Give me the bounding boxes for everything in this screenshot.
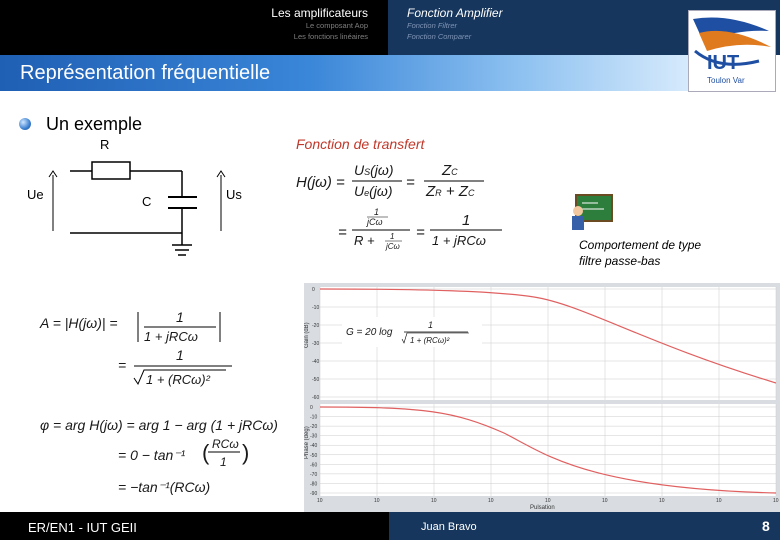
label-us: Us	[226, 187, 242, 202]
header-right-title: Fonction Amplifier	[407, 6, 503, 20]
comport-line1: Comportement de type	[579, 238, 702, 252]
phase-tick-label: -40	[310, 443, 318, 450]
svg-text:=: =	[118, 357, 127, 373]
phase-tick-label: -80	[310, 481, 318, 488]
phase-tick-label: 0	[310, 405, 313, 411]
header-left	[271, 6, 368, 42]
label-c: C	[142, 194, 152, 209]
svg-text:1: 1	[176, 347, 184, 363]
slide-title: Représentation fréquentielle	[20, 62, 271, 84]
phase-tick-label: -20	[310, 424, 318, 431]
gain-tick-label: -30	[312, 341, 320, 347]
phase-tick-label: -90	[310, 491, 318, 497]
svg-text:= 0 − tan⁻¹: = 0 − tan⁻¹	[118, 447, 186, 463]
x-tick-label: 10	[602, 498, 608, 504]
bode-plot	[304, 283, 780, 512]
gain-formula	[342, 317, 482, 347]
gain-tick-label: -40	[312, 359, 320, 365]
phase-tick-label: -50	[310, 452, 318, 459]
svg-text:jCω: jCω	[367, 217, 383, 227]
svg-text:=: =	[338, 224, 347, 241]
x-tick-label: 10	[545, 498, 551, 504]
header-right-sub2: Fonction Comparer	[407, 32, 472, 41]
gain-tick-label: -50	[312, 377, 320, 383]
gain-tick-label: -60	[312, 395, 320, 401]
header-right	[407, 6, 503, 42]
footer-course: ER/EN1 - IUT GEII	[28, 520, 137, 535]
svg-text:=: =	[416, 224, 425, 241]
x-tick-label: 10	[659, 498, 665, 504]
svg-text:1: 1	[220, 455, 227, 469]
svg-text:1: 1	[374, 207, 380, 217]
title-bar	[0, 55, 688, 91]
x-tick-label: 10	[716, 498, 722, 504]
phase-tick-label: -70	[310, 471, 318, 478]
module-argument-equations	[36, 300, 286, 510]
bullet-icon	[19, 118, 31, 130]
svg-text:1 + jRCω: 1 + jRCω	[144, 329, 198, 344]
transfer-function-equation	[292, 155, 522, 255]
logo-brand: IUT	[707, 52, 740, 74]
svg-text:=: =	[406, 174, 415, 191]
x-tick-label: 10	[374, 498, 380, 504]
rc-circuit	[20, 133, 260, 268]
svg-text:Ue(jω): Ue(jω)	[354, 183, 393, 199]
svg-text:1 + (RCω)²: 1 + (RCω)²	[410, 336, 450, 345]
svg-text:1: 1	[428, 320, 434, 330]
svg-text:1 + jRCω: 1 + jRCω	[432, 233, 486, 248]
phase-tick-label: -60	[310, 462, 318, 469]
gain-axis-label: Gain (dB)	[304, 322, 310, 348]
svg-text:RCω: RCω	[212, 437, 239, 451]
x-tick-label: 10	[317, 498, 323, 504]
svg-text:H(jω) =: H(jω) =	[296, 174, 345, 191]
bullet-text: Un exemple	[46, 114, 143, 134]
x-axis-label: Pulsation	[530, 505, 555, 511]
logo-sub: Toulon Var	[707, 76, 745, 85]
svg-text:ZR + ZC: ZR + ZC	[426, 183, 475, 200]
svg-text:(: (	[202, 440, 210, 465]
svg-text:US(jω): US(jω)	[354, 162, 394, 178]
svg-text:1: 1	[462, 212, 471, 229]
svg-text:φ = arg H(jω) = arg 1 − arg (1: φ = arg H(jω) = arg 1 − arg (1 + jRCω)	[40, 417, 278, 433]
resistor	[92, 162, 130, 179]
phase-tick-label: -10	[310, 414, 318, 421]
x-tick-label: 10	[431, 498, 437, 504]
footer-author: Juan Bravo	[421, 521, 477, 533]
svg-text:ZC: ZC	[442, 162, 458, 179]
header-right-sub1: Fonction Filtrer	[407, 21, 458, 30]
header-left-title: Les amplificateurs	[271, 6, 368, 20]
page-number: 8	[762, 518, 770, 534]
header-left-sub2: Les fonctions linéaires	[293, 32, 368, 41]
svg-text:1 + (RCω)²: 1 + (RCω)²	[146, 372, 210, 387]
filter-behavior-note	[579, 237, 739, 269]
teacher-icon	[568, 193, 614, 233]
phase-tick-label: -30	[310, 433, 318, 440]
phase-axis-label: Phase (deg)	[304, 426, 310, 459]
comport-line2: filtre passe-bas	[579, 254, 661, 268]
svg-text:= −tan⁻¹(RCω): = −tan⁻¹(RCω)	[118, 479, 211, 495]
header-left-sub1: Le composant Aop	[305, 21, 368, 30]
gain-tick-label: -10	[312, 305, 320, 311]
svg-text:): )	[242, 440, 250, 465]
gain-tick-label: 0	[312, 287, 315, 293]
svg-text:A = |H(jω)| =: A = |H(jω)| =	[40, 315, 118, 331]
svg-text:1: 1	[176, 309, 184, 325]
iut-logo	[688, 10, 776, 92]
svg-text:R +: R +	[354, 233, 375, 248]
label-ue: Ue	[27, 187, 44, 202]
gain-tick-label: -20	[312, 323, 320, 329]
logo-graphic	[689, 11, 775, 91]
svg-text:G = 20 log: G = 20 log	[346, 327, 393, 338]
svg-text:1: 1	[390, 232, 395, 241]
x-tick-label: 10	[773, 498, 779, 504]
label-r: R	[100, 137, 110, 152]
x-tick-label: 10	[488, 498, 494, 504]
transfer-function-title: Fonction de transfert	[296, 136, 425, 152]
svg-text:jCω: jCω	[386, 242, 400, 251]
